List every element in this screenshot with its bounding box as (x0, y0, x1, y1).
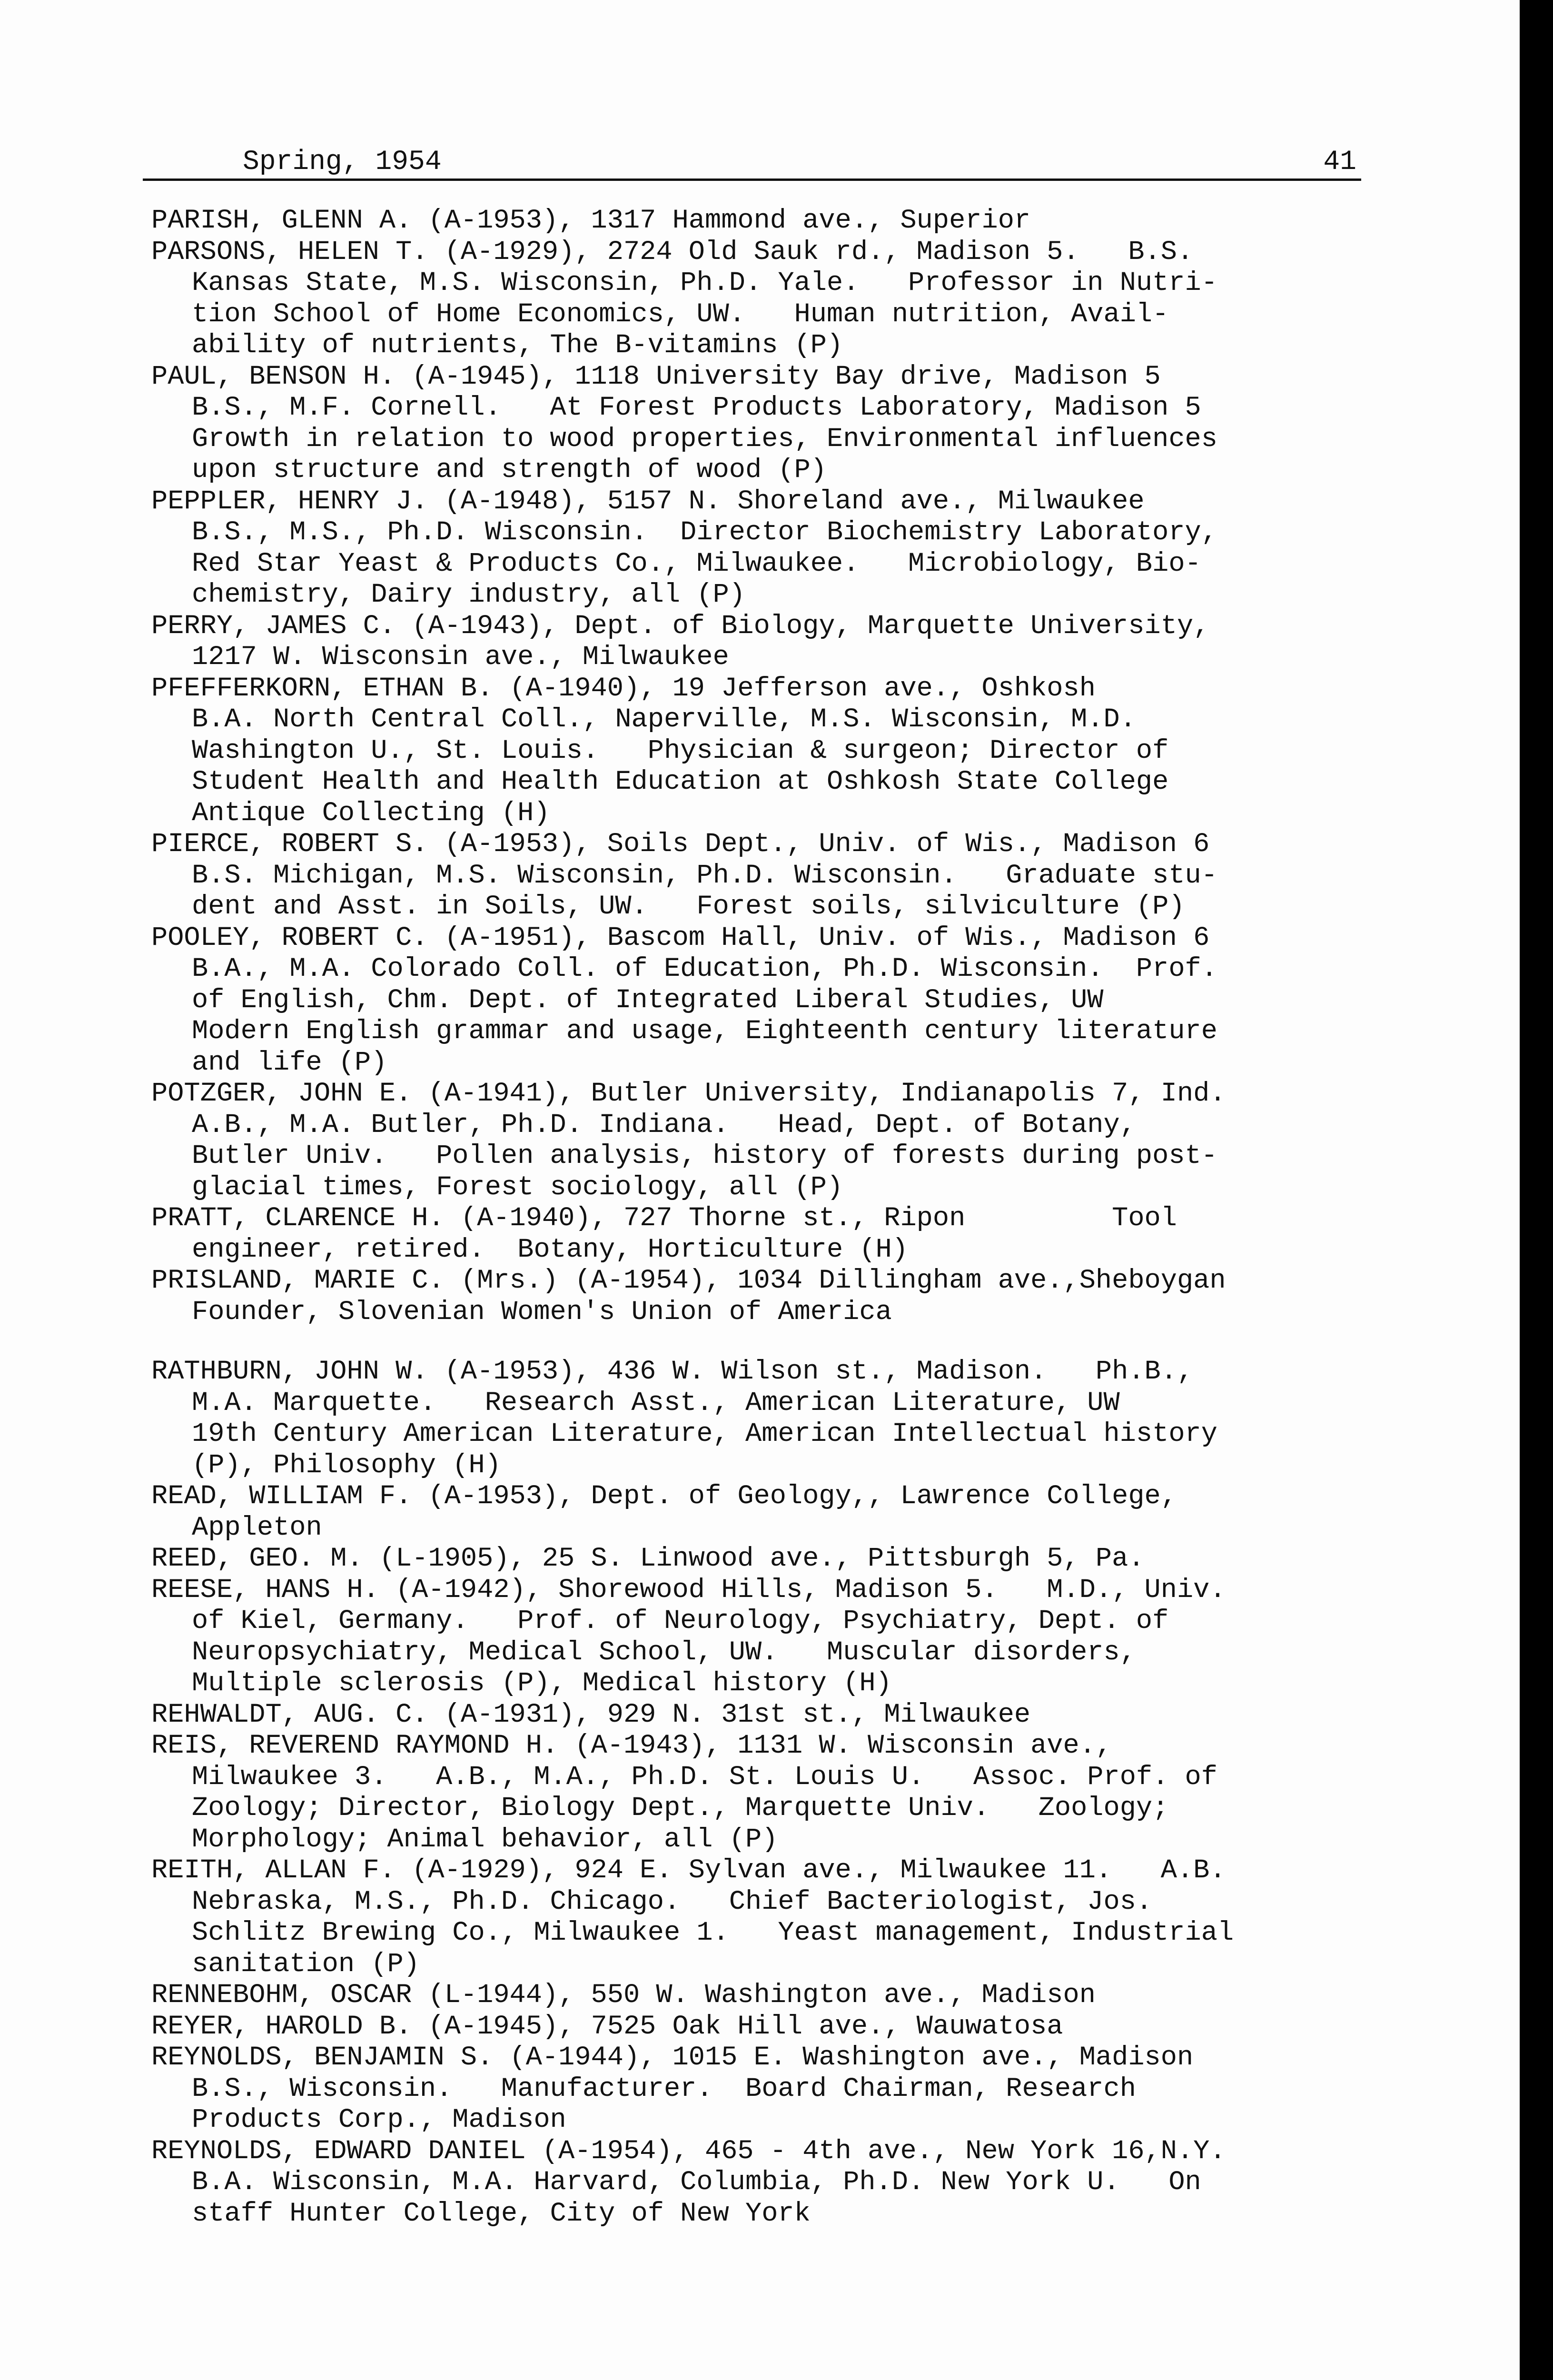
entry-detail-line: Multiple sclerosis (P), Medical history (H) (192, 1668, 892, 1699)
directory-entry (151, 1357, 1398, 1481)
entry-name-line: PFEFFERKORN, ETHAN B. (A-1940), 19 Jefferson ave., Oshkosh (151, 673, 1096, 704)
directory-entry (151, 1700, 1398, 1731)
directory-entry (151, 2136, 1398, 2230)
directory-entry (151, 362, 1398, 486)
entry-detail-line: tion School of Home Economics, UW. Human nutrition, Avail- (192, 299, 1169, 330)
entry-detail-line: engineer, retired. Botany, Horticulture (H) (192, 1234, 909, 1265)
entry-detail-line: Kansas State, M.S. Wisconsin, Ph.D. Yale. Professor in Nutri- (192, 268, 1217, 298)
entry-detail-line: 1217 W. Wisconsin ave., Milwaukee (192, 642, 729, 673)
entry-name-line: POOLEY, ROBERT C. (A-1951), Bascom Hall, Univ. of Wis., Madison 6 (151, 922, 1210, 953)
entry-detail-line: B.S., M.F. Cornell. At Forest Products Laboratory, Madison 5 (192, 393, 1201, 423)
directory-entry (151, 2012, 1398, 2043)
entry-detail-line: Neuropsychiatry, Medical School, UW. Muscular disorders, (192, 1637, 1136, 1668)
directory-entry (151, 829, 1398, 923)
entry-detail-line: ability of nutrients, The B-vitamins (P) (192, 330, 843, 361)
issue-season: Spring, 1954 (243, 147, 442, 178)
directory-entry (151, 923, 1398, 1079)
entry-detail-line: Antique Collecting (H) (192, 798, 550, 829)
entry-name-line: RATHBURN, JOHN W. (A-1953), 436 W. Wilson st., Madison. Ph.B., (151, 1357, 1194, 1387)
entry-detail-line: Butler Univ. Pollen analysis, history of forests during post- (192, 1141, 1217, 1171)
directory-entry (151, 486, 1398, 611)
entry-detail-line: Nebraska, M.S., Ph.D. Chicago. Chief Bacteriologist, Jos. (192, 1886, 1153, 1917)
entry-name-line: REED, GEO. M. (L-1905), 25 S. Linwood ave., Pittsburgh 5, Pa. (151, 1544, 1145, 1574)
entry-name-line: POTZGER, JOHN E. (A-1941), Butler University, Indianapolis 7, Ind. (151, 1079, 1226, 1109)
directory-entry (151, 674, 1398, 830)
entry-detail-line: Red Star Yeast & Products Co., Milwaukee. Microbiology, Bio- (192, 548, 1201, 579)
entry-detail-line: Growth in relation to wood properties, Environmental influences (192, 424, 1217, 455)
entry-name-line: REYNOLDS, BENJAMIN S. (A-1944), 1015 E. Washington ave., Madison (151, 2043, 1194, 2073)
directory-entry (151, 1481, 1398, 1544)
entry-detail-line: Products Corp., Madison (192, 2105, 566, 2135)
directory-entry (151, 2043, 1398, 2136)
entry-detail-line: Zoology; Director, Biology Dept., Marquette Univ. Zoology; (192, 1793, 1169, 1824)
directory-entries (151, 206, 1398, 2230)
section-gap (151, 1328, 1398, 1357)
directory-entry (151, 611, 1398, 674)
entry-name-line: RENNEBOHM, OSCAR (L-1944), 550 W. Washington ave., Madison (151, 1980, 1096, 2011)
entry-name-line: PARISH, GLENN A. (A-1953), 1317 Hammond ave., Superior (151, 206, 1031, 236)
entry-name-line: REITH, ALLAN F. (A-1929), 924 E. Sylvan ave., Milwaukee 11. A.B. (151, 1855, 1226, 1886)
directory-entry (151, 1855, 1398, 1980)
directory-entry (151, 1731, 1398, 1855)
entry-detail-line: B.A., M.A. Colorado Coll. of Education, Ph.D. Wisconsin. Prof. (192, 954, 1217, 984)
entry-name-line: PARSONS, HELEN T. (A-1929), 2724 Old Sauk rd., Madison 5. B.S. (151, 237, 1194, 268)
entry-detail-line: M.A. Marquette. Research Asst., American Literature, UW (192, 1388, 1120, 1418)
directory-entry (151, 1980, 1398, 2012)
entry-detail-line: of Kiel, Germany. Prof. of Neurology, Psychiatry, Dept. of (192, 1606, 1169, 1636)
entry-detail-line: dent and Asst. in Soils, UW. Forest soils, silviculture (P) (192, 892, 1185, 922)
entry-name-line: PRISLAND, MARIE C. (Mrs.) (A-1954), 1034 Dillingham ave.,Sheboygan (151, 1266, 1226, 1296)
entry-detail-line: Student Health and Health Education at Oshkosh State College (192, 767, 1169, 797)
entry-name-line: REESE, HANS H. (A-1942), Shorewood Hills, Madison 5. M.D., Univ. (151, 1575, 1226, 1606)
entry-detail-line: of English, Chm. Dept. of Integrated Liberal Studies, UW (192, 985, 1104, 1016)
entry-detail-line: A.B., M.A. Butler, Ph.D. Indiana. Head, Dept. of Botany, (192, 1110, 1136, 1140)
page-number: 41 (1323, 147, 1356, 178)
directory-entry (151, 1203, 1398, 1266)
entry-detail-line: Schlitz Brewing Co., Milwaukee 1. Yeast management, Industrial (192, 1918, 1234, 1948)
entry-detail-line: B.A. Wisconsin, M.A. Harvard, Columbia, Ph.D. New York U. On (192, 2167, 1201, 2198)
directory-entry (151, 1079, 1398, 1203)
entry-detail-line: Washington U., St. Louis. Physician & surgeon; Director of (192, 735, 1169, 766)
entry-name-line: REHWALDT, AUG. C. (A-1931), 929 N. 31st st., Milwaukee (151, 1699, 1031, 1730)
directory-entry (151, 237, 1398, 362)
entry-detail-line: Modern English grammar and usage, Eighteenth century literature (192, 1016, 1217, 1047)
entry-detail-line: B.S., M.S., Ph.D. Wisconsin. Director Biochemistry Laboratory, (192, 517, 1217, 548)
directory-entry (151, 206, 1398, 237)
entry-name-line: REYNOLDS, EDWARD DANIEL (A-1954), 465 - 4th ave., New York 16,N.Y. (151, 2136, 1226, 2167)
entry-detail-line: staff Hunter College, City of New York (192, 2198, 811, 2229)
entry-detail-line: B.S., Wisconsin. Manufacturer. Board Chairman, Research (192, 2073, 1136, 2104)
page-header (143, 143, 1361, 181)
entry-detail-line: Milwaukee 3. A.B., M.A., Ph.D. St. Louis U. Assoc. Prof. of (192, 1762, 1217, 1793)
entry-name-line: READ, WILLIAM F. (A-1953), Dept. of Geology,, Lawrence College, (151, 1481, 1177, 1512)
entry-name-line: PIERCE, ROBERT S. (A-1953), Soils Dept., Univ. of Wis., Madison 6 (151, 829, 1210, 860)
entry-detail-line: B.S. Michigan, M.S. Wisconsin, Ph.D. Wisconsin. Graduate stu- (192, 860, 1217, 891)
entry-detail-line: Founder, Slovenian Women's Union of America (192, 1297, 892, 1328)
entry-detail-line: Appleton (192, 1512, 322, 1543)
directory-entry (151, 1575, 1398, 1700)
entry-detail-line: sanitation (P) (192, 1949, 420, 1980)
entry-name-line: PEPPLER, HENRY J. (A-1948), 5157 N. Shoreland ave., Milwaukee (151, 486, 1145, 517)
entry-name-line: PAUL, BENSON H. (A-1945), 1118 University Bay drive, Madison 5 (151, 361, 1161, 392)
entry-detail-line: chemistry, Dairy industry, all (P) (192, 580, 745, 610)
entry-detail-line: (P), Philosophy (H) (192, 1450, 501, 1481)
entry-name-line: PERRY, JAMES C. (A-1943), Dept. of Biology, Marquette University, (151, 611, 1210, 642)
entry-detail-line: B.A. North Central Coll., Naperville, M.S. Wisconsin, M.D. (192, 704, 1136, 735)
entry-detail-line: 19th Century American Literature, American Intellectual history (192, 1419, 1217, 1449)
entry-name-line: PRATT, CLARENCE H. (A-1940), 727 Thorne st., Ripon Tool (151, 1203, 1177, 1234)
entry-detail-line: Morphology; Animal behavior, all (P) (192, 1824, 778, 1855)
entry-detail-line: upon structure and strength of wood (P) (192, 455, 827, 486)
entry-name-line: REYER, HAROLD B. (A-1945), 7525 Oak Hill ave., Wauwatosa (151, 2011, 1063, 2042)
entry-detail-line: glacial times, Forest sociology, all (P) (192, 1172, 843, 1203)
directory-entry (151, 1544, 1398, 1575)
entry-detail-line: and life (P) (192, 1047, 387, 1078)
entry-name-line: REIS, REVEREND RAYMOND H. (A-1943), 1131 W. Wisconsin ave., (151, 1731, 1112, 1761)
directory-entry (151, 1266, 1398, 1328)
